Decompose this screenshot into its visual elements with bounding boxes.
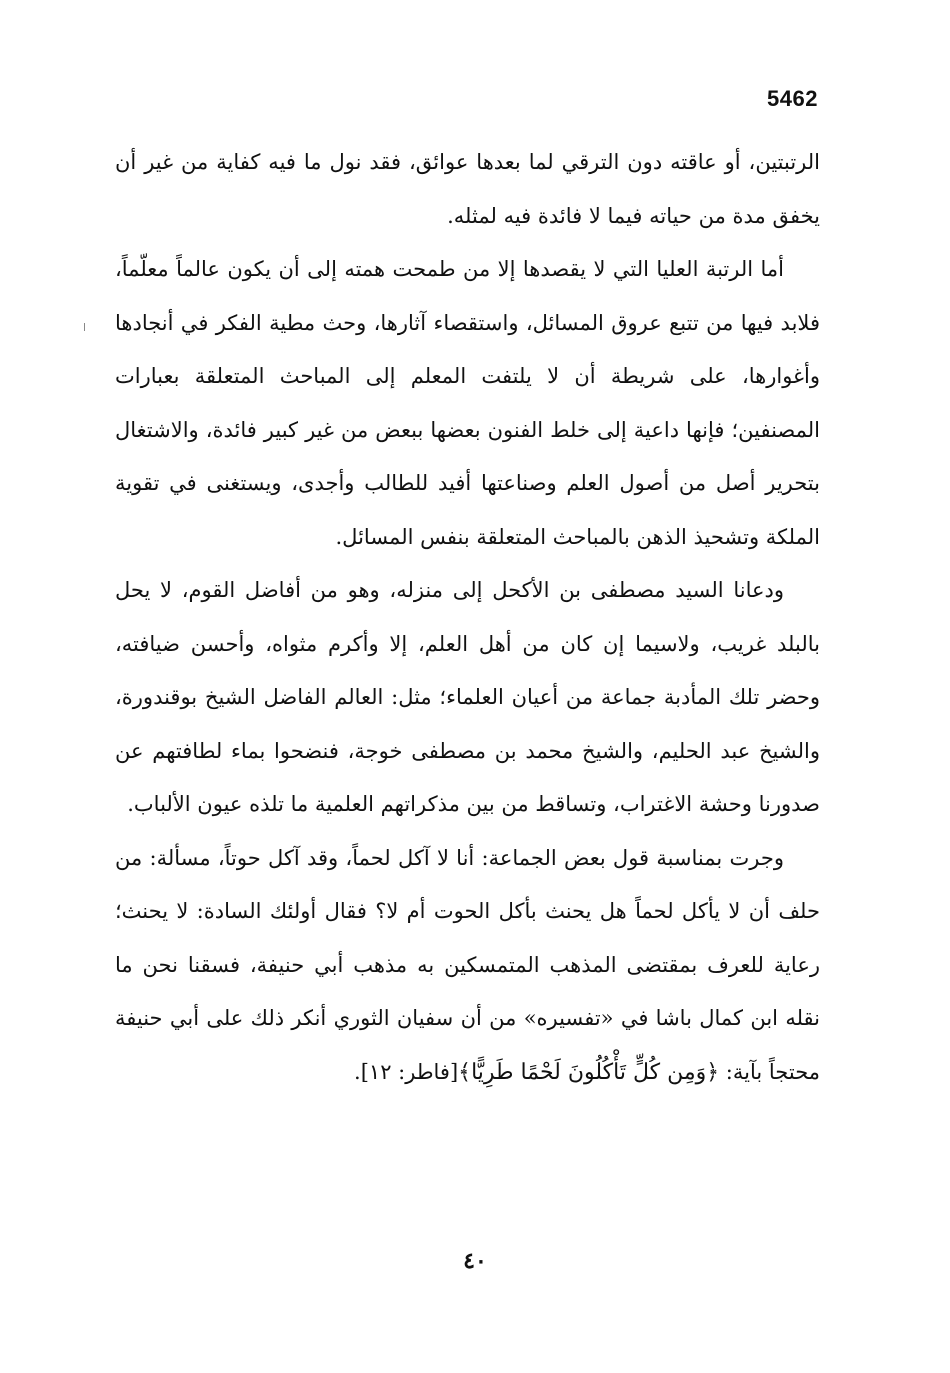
page-identifier: 5462 (767, 86, 818, 111)
quran-verse: ﴿وَمِن كُلٍّ تَأْكُلُونَ لَحْمًا طَرِيًّا﴾ (458, 1059, 720, 1085)
paragraph-4-text: وجرت بمناسبة قول بعض الجماعة: أنا لا آكل لحماً، وقد آكل حوتاً، مسألة: من حلف أن لا يأكل لحماً هل يحنث بأكل الحوت أم لا؟ فقال أولئك السادة: لا يحنث؛ رعاية للعرف بمقتضى المذهب المتمسكين به مذهب أبي حنيفة، فسقنا نحن ما نقله ابن كمال باشا في «تفسيره» من أن سفيان الثوري أنكر ذلك على أبي حنيفة محتجاً بآية: (115, 845, 820, 1084)
verse-citation: [فاطر: ١٢]. (354, 1059, 459, 1084)
body-text (115, 136, 820, 1099)
paragraph-1: الرتبتين، أو عاقته دون الترقي لما بعدها عوائق، فقد نول ما فيه كفاية من غير أن يخفق مدة من حياته فيما لا فائدة فيه لمثله. (115, 150, 820, 228)
paragraph-2: أما الرتبة العليا التي لا يقصدها إلا من طمحت همته إلى أن يكون عالماً معلّماً، فلابد فيها من تتبع عروق المسائل، واستقصاء آثارها، وحث مطية الفكر في أنجادها وأغوارها، على شريطة أن لا يلتفت المعلم إلى المباحث المتعلقة بعبارات المصنفين؛ فإنها داعية إلى خلط الفنون بعضها ببعض من غير كبير فائدة، والاشتغال بتحرير أصل من أصول العلم وصناعتها أفيد للطالب وأجدى، ويستغنى في تقوية الملكة وتشحيذ الذهن بالمباحث المتعلقة بنفس المسائل. (115, 257, 820, 549)
paragraph-3: ودعانا السيد مصطفى بن الأكحل إلى منزله، وهو من أفاضل القوم، لا يحل بالبلد غريب، ولاسيما إن كان من أهل العلم، إلا وأكرم مثواه، وأحسن ضيافته، وحضر تلك المأدبة جماعة من أعيان العلماء؛ مثل: العالم الفاضل الشيخ بوقندورة، والشيخ عبد الحليم، والشيخ محمد بن مصطفى خوجة، فنضحوا بماء لطافتهم عن صدورنا وحشة الاغتراب، وتساقط من بين مذكراتهم العلمية ما تلذه عيون الألباب. (115, 578, 820, 816)
paragraph-4 (115, 832, 820, 1100)
page-number: ٤٠ (463, 1248, 487, 1274)
margin-mark (84, 323, 85, 331)
